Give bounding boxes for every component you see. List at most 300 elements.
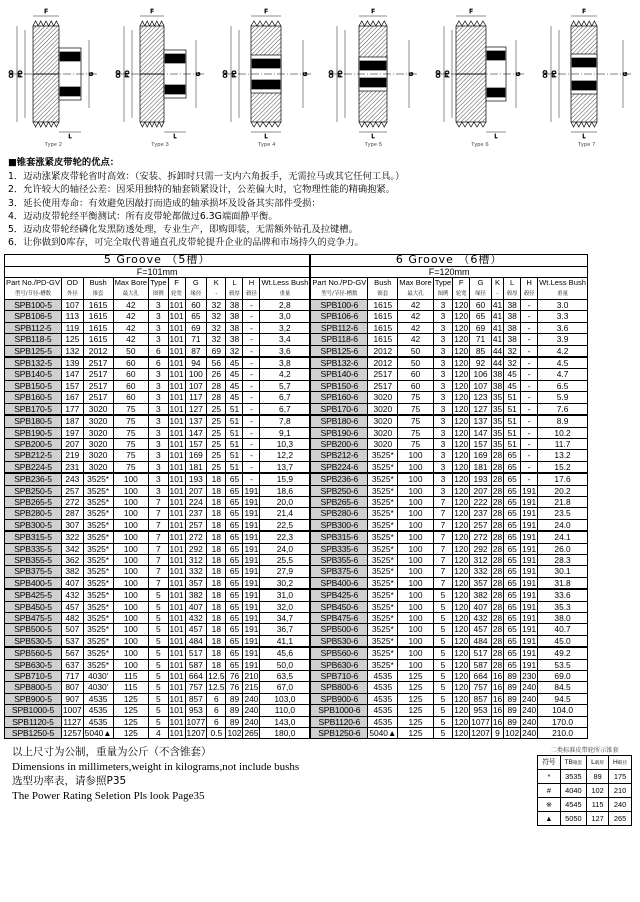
data-cell: - bbox=[243, 311, 260, 322]
column-header bbox=[168, 278, 185, 300]
data-cell: 757 bbox=[470, 682, 492, 693]
table-row bbox=[311, 345, 588, 357]
data-cell: 407 bbox=[62, 577, 84, 589]
data-cell: 5 bbox=[433, 589, 452, 601]
data-cell: 65 bbox=[226, 601, 243, 612]
data-cell: 3020 bbox=[368, 427, 398, 438]
table-row bbox=[5, 635, 310, 647]
data-cell: 120 bbox=[454, 705, 469, 716]
data-cell: 272 bbox=[62, 496, 84, 507]
data-cell: 18 bbox=[207, 554, 226, 565]
data-cell: 3525* bbox=[83, 601, 113, 612]
table-row bbox=[311, 334, 588, 345]
data-cell: 75 bbox=[398, 415, 434, 427]
part-number-cell: SPB140-5 bbox=[5, 369, 62, 380]
diagram-label: Type 7 bbox=[577, 142, 596, 148]
data-cell: 5 bbox=[433, 693, 452, 704]
data-cell: 32 bbox=[207, 300, 226, 311]
data-cell: 457 bbox=[62, 601, 84, 612]
data-cell: 272 bbox=[470, 531, 492, 543]
data-cell: 137 bbox=[470, 415, 492, 427]
data-cell: 3020 bbox=[368, 392, 398, 403]
column-header bbox=[433, 278, 452, 300]
data-cell: 38 bbox=[226, 311, 243, 322]
data-cell: 307 bbox=[62, 519, 84, 531]
data-cell: 3525* bbox=[83, 635, 113, 647]
data-cell: 3020 bbox=[368, 403, 398, 415]
table-row bbox=[311, 519, 588, 531]
pulley-diagrams bbox=[0, 0, 640, 152]
part-number-cell: SPB500-5 bbox=[5, 624, 62, 635]
data-cell: 28 bbox=[492, 577, 503, 588]
data-cell: 5 bbox=[433, 613, 452, 624]
data-cell: 120 bbox=[454, 693, 469, 704]
part-number-cell: SPB100-6 bbox=[311, 300, 368, 311]
data-cell: 101 bbox=[169, 543, 184, 554]
table-row bbox=[5, 716, 310, 727]
legend-table bbox=[537, 755, 632, 826]
data-cell: - bbox=[243, 357, 260, 369]
data-cell: 0.5 bbox=[207, 728, 226, 739]
data-cell: 257 bbox=[62, 485, 84, 496]
column-header-cn: 毂径 bbox=[523, 290, 535, 297]
data-cell: 89 bbox=[504, 716, 521, 727]
data-cell: 104.0 bbox=[538, 705, 588, 716]
data-cell: 32 bbox=[504, 357, 521, 369]
data-cell: 28 bbox=[492, 519, 503, 530]
data-cell: 3525* bbox=[368, 635, 398, 647]
data-cell: 100 bbox=[113, 566, 149, 577]
data-cell: 28 bbox=[492, 624, 503, 635]
data-cell: 517 bbox=[470, 647, 492, 659]
data-cell: 382 bbox=[62, 566, 84, 577]
data-cell: 6.5 bbox=[538, 380, 588, 391]
data-cell: 65 bbox=[504, 543, 521, 554]
data-cell: 7 bbox=[149, 531, 168, 543]
column-header-cn: 型号/节径-槽数 bbox=[14, 290, 52, 297]
data-cell: 120 bbox=[454, 624, 469, 635]
data-cell: 1615 bbox=[368, 300, 398, 311]
column-header-en: H bbox=[526, 278, 532, 288]
data-cell: 125 bbox=[398, 693, 434, 704]
data-cell: 222 bbox=[470, 496, 492, 507]
data-cell: - bbox=[243, 473, 260, 485]
data-cell: 257 bbox=[470, 519, 492, 531]
data-cell: 89 bbox=[504, 693, 521, 704]
data-cell: 27,9 bbox=[260, 566, 310, 577]
column-header bbox=[311, 278, 368, 300]
data-cell: 51 bbox=[504, 403, 521, 415]
data-cell: 191 bbox=[522, 648, 537, 659]
column-header-cn: 最大孔 bbox=[407, 290, 424, 297]
data-cell: 5 bbox=[149, 589, 168, 601]
column-header-en: G bbox=[192, 278, 199, 288]
legend-column-header bbox=[538, 756, 560, 770]
data-cell: 100 bbox=[113, 624, 149, 635]
data-cell: 65 bbox=[226, 508, 243, 519]
table-row bbox=[311, 508, 588, 519]
data-cell: 60 bbox=[113, 369, 149, 380]
data-cell: 28 bbox=[492, 485, 503, 496]
data-cell: 3525* bbox=[368, 566, 398, 577]
note-en-power-rating: The Power Rating Seletion Pls look Page35 bbox=[12, 789, 205, 802]
data-cell: 4535 bbox=[83, 705, 113, 716]
data-cell: - bbox=[243, 403, 260, 415]
data-cell: 120 bbox=[454, 613, 469, 624]
data-cell: 191 bbox=[244, 648, 259, 659]
data-cell: 16 bbox=[492, 693, 503, 704]
data-cell: 101 bbox=[169, 519, 184, 530]
table-row bbox=[5, 427, 310, 438]
data-cell: 12.5 bbox=[208, 671, 225, 682]
data-cell: 4.5 bbox=[538, 357, 588, 369]
data-cell: 4535 bbox=[368, 682, 398, 693]
data-cell: 89 bbox=[226, 693, 243, 704]
data-cell: 107 bbox=[62, 300, 84, 311]
part-number-cell: SPB315-6 bbox=[311, 531, 368, 543]
data-cell: 18,6 bbox=[260, 485, 310, 496]
data-cell: - bbox=[243, 427, 260, 438]
data-cell: 120 bbox=[454, 577, 469, 588]
data-cell: 8.9 bbox=[538, 415, 588, 427]
data-cell: 230 bbox=[522, 671, 537, 682]
data-cell: 56 bbox=[207, 357, 226, 369]
data-cell: 3 bbox=[149, 380, 168, 391]
data-cell: 210 bbox=[244, 671, 259, 682]
data-cell: 507 bbox=[62, 624, 84, 635]
data-cell: 3525* bbox=[368, 473, 398, 485]
data-cell: 125 bbox=[398, 728, 434, 739]
table-subtitle: F=120mm bbox=[311, 266, 588, 277]
legend-row bbox=[538, 798, 632, 812]
data-cell: - bbox=[243, 345, 260, 357]
data-cell: 18 bbox=[207, 531, 226, 543]
column-header bbox=[83, 278, 113, 300]
part-number-cell: SPB236-6 bbox=[311, 473, 368, 485]
part-number-cell: SPB900-5 bbox=[5, 693, 62, 704]
data-cell: 101 bbox=[169, 322, 184, 333]
data-cell: 157 bbox=[470, 438, 492, 449]
data-cell: 25 bbox=[207, 427, 226, 438]
data-cell: 12.5 bbox=[208, 682, 225, 693]
data-cell: 60 bbox=[398, 380, 434, 391]
column-header-en: Bush bbox=[374, 278, 392, 288]
data-cell: 71 bbox=[185, 334, 207, 345]
data-cell: 51 bbox=[226, 450, 243, 461]
data-cell: 7 bbox=[149, 577, 168, 589]
data-cell: 100 bbox=[398, 554, 434, 565]
data-cell: 106 bbox=[470, 369, 492, 380]
data-cell: 42 bbox=[398, 300, 434, 311]
data-cell: 100 bbox=[398, 624, 434, 635]
data-cell: 3 bbox=[149, 392, 168, 403]
data-cell: 191 bbox=[522, 508, 537, 519]
part-number-cell: SPB315-5 bbox=[5, 531, 62, 543]
data-cell: 3525* bbox=[83, 554, 113, 565]
data-cell: - bbox=[243, 461, 260, 473]
table-row bbox=[311, 322, 588, 333]
data-cell: 3020 bbox=[83, 403, 113, 415]
data-cell: 100 bbox=[113, 554, 149, 565]
data-cell: 89 bbox=[226, 716, 243, 727]
data-cell: 101 bbox=[169, 648, 184, 659]
table-row bbox=[311, 485, 588, 496]
data-cell: 3.9 bbox=[538, 334, 588, 345]
data-cell: 3525* bbox=[83, 473, 113, 485]
data-cell: 191 bbox=[244, 590, 259, 601]
column-header bbox=[260, 278, 310, 300]
data-cell: 3525* bbox=[83, 566, 113, 577]
data-cell: 101 bbox=[169, 613, 184, 624]
data-cell: 101 bbox=[169, 369, 184, 380]
data-cell: 382 bbox=[470, 589, 492, 601]
data-cell: 23.5 bbox=[538, 508, 588, 519]
part-number-cell: SPB140-6 bbox=[311, 369, 368, 380]
column-header-en: L bbox=[510, 278, 515, 288]
data-cell: 65 bbox=[504, 508, 521, 519]
specification-tables bbox=[0, 251, 640, 739]
data-cell: 65 bbox=[504, 589, 521, 601]
svg-text:L: L bbox=[494, 134, 498, 140]
column-header-en: Type bbox=[150, 278, 167, 288]
data-cell: 180,0 bbox=[260, 728, 310, 739]
data-cell: 6,7 bbox=[260, 403, 310, 415]
part-number-cell: SPB800-5 bbox=[5, 682, 62, 693]
data-cell: 3020 bbox=[83, 415, 113, 427]
data-cell: 3 bbox=[433, 461, 452, 473]
data-cell: 482 bbox=[62, 613, 84, 624]
svg-text:L: L bbox=[264, 134, 268, 140]
data-cell: 191 bbox=[522, 496, 537, 507]
part-number-cell: SPB224-6 bbox=[311, 461, 368, 473]
table-row bbox=[5, 357, 310, 369]
data-cell: 5 bbox=[149, 693, 168, 704]
table-row bbox=[5, 473, 310, 485]
data-cell: 101 bbox=[169, 450, 184, 461]
data-cell: 5040▲ bbox=[369, 728, 397, 739]
data-cell: 65 bbox=[504, 485, 521, 496]
data-cell: 101 bbox=[169, 635, 184, 646]
table-row bbox=[311, 635, 588, 647]
data-cell: 3525* bbox=[368, 508, 398, 519]
data-cell: 292 bbox=[470, 543, 492, 554]
data-cell: 100 bbox=[113, 543, 149, 554]
data-cell: 76 bbox=[226, 682, 243, 693]
data-cell: 15,9 bbox=[260, 473, 310, 485]
data-cell: 1207 bbox=[186, 728, 206, 739]
column-header bbox=[243, 278, 260, 300]
legend-h-cell: 210 bbox=[609, 784, 632, 798]
data-cell: 65 bbox=[226, 531, 243, 543]
data-cell: - bbox=[521, 415, 538, 427]
data-cell: 2012 bbox=[83, 345, 113, 357]
data-cell: 65 bbox=[504, 635, 521, 647]
table-row bbox=[5, 322, 310, 333]
svg-text:L: L bbox=[371, 134, 375, 140]
data-cell: 120 bbox=[454, 438, 469, 449]
data-cell: 3525* bbox=[368, 543, 398, 554]
data-cell: 3 bbox=[433, 357, 452, 369]
data-cell: 7 bbox=[433, 519, 452, 531]
legend-row bbox=[538, 784, 632, 798]
data-cell: 101 bbox=[169, 601, 184, 612]
part-number-cell: SPB118-5 bbox=[5, 334, 62, 345]
data-cell: 191 bbox=[522, 659, 537, 670]
part-number-cell: SPB236-5 bbox=[5, 473, 62, 485]
data-cell: 125 bbox=[398, 671, 434, 682]
column-header-en: Wt.Less Bush bbox=[261, 278, 309, 288]
data-cell: 100 bbox=[398, 566, 434, 577]
data-cell: 5 bbox=[433, 728, 452, 739]
part-number-cell: SPB150-6 bbox=[311, 380, 368, 391]
data-cell: 101 bbox=[169, 300, 184, 311]
data-cell: 191 bbox=[522, 624, 537, 635]
data-cell: 28 bbox=[492, 613, 503, 624]
data-cell: 75 bbox=[113, 427, 149, 438]
data-cell: 3 bbox=[433, 322, 452, 333]
data-cell: - bbox=[521, 369, 538, 380]
data-cell: 5 bbox=[433, 659, 452, 670]
data-cell: 28 bbox=[492, 496, 503, 507]
data-cell: 5 bbox=[149, 647, 168, 659]
table-row bbox=[5, 705, 310, 716]
legend-h-cell: 240 bbox=[609, 798, 632, 812]
data-cell: 191 bbox=[244, 577, 259, 588]
legend-symbol-cell: * bbox=[538, 770, 560, 784]
column-header bbox=[453, 278, 470, 300]
data-cell: 28 bbox=[492, 635, 503, 646]
footer bbox=[0, 739, 640, 826]
data-cell: 101 bbox=[169, 496, 184, 507]
data-cell: 51 bbox=[504, 438, 521, 449]
data-cell: 3 bbox=[149, 403, 168, 415]
data-cell: 191 bbox=[244, 601, 259, 612]
table-row bbox=[311, 577, 588, 589]
legend-h-cell: 175 bbox=[609, 770, 632, 784]
data-cell: 3 bbox=[433, 300, 452, 311]
data-cell: 65 bbox=[226, 566, 243, 577]
table-row bbox=[5, 543, 310, 554]
data-cell: 147 bbox=[62, 369, 84, 380]
data-cell: 75 bbox=[113, 415, 149, 427]
data-cell: 65 bbox=[504, 613, 521, 624]
table-row bbox=[311, 496, 588, 507]
data-cell: 102 bbox=[227, 728, 242, 739]
column-header-en: F bbox=[458, 278, 464, 288]
data-cell: 38 bbox=[226, 334, 243, 345]
pulley-section-drawing bbox=[537, 4, 637, 144]
data-cell: 13.2 bbox=[538, 450, 588, 461]
data-cell: 101 bbox=[169, 705, 184, 716]
data-cell: 49.2 bbox=[538, 647, 588, 659]
legend-row bbox=[538, 812, 632, 826]
data-cell: 4 bbox=[149, 728, 168, 739]
svg-text:F: F bbox=[44, 9, 48, 15]
part-number-cell: SPB150-5 bbox=[5, 380, 62, 391]
data-cell: 3,0 bbox=[260, 311, 310, 322]
data-cell: 22,5 bbox=[260, 519, 310, 531]
legend-symbol-cell: ※ bbox=[538, 798, 560, 812]
data-cell: 65 bbox=[185, 311, 207, 322]
part-number-cell: SPB900-6 bbox=[311, 693, 368, 704]
data-cell: 407 bbox=[470, 601, 492, 612]
data-cell: 100 bbox=[113, 485, 149, 496]
data-cell: 120 bbox=[454, 300, 469, 311]
part-number-cell: SPB450-6 bbox=[311, 601, 368, 612]
data-cell: 7 bbox=[433, 577, 452, 589]
svg-text:PD: PD bbox=[124, 70, 131, 78]
data-cell: 137 bbox=[185, 415, 207, 427]
data-cell: 65 bbox=[504, 496, 521, 507]
data-cell: 42 bbox=[113, 311, 149, 322]
data-cell: 240 bbox=[244, 693, 259, 704]
data-cell: 101 bbox=[169, 566, 184, 577]
data-cell: 1615 bbox=[83, 322, 113, 333]
part-number-cell: SPB200-6 bbox=[311, 438, 368, 449]
data-cell: 3 bbox=[433, 403, 452, 415]
data-cell: 125 bbox=[113, 716, 149, 727]
table-row bbox=[311, 311, 588, 322]
table-row bbox=[311, 589, 588, 601]
column-header-cn: 重量 bbox=[557, 290, 568, 297]
data-cell: 3525* bbox=[83, 543, 113, 554]
data-cell: 38 bbox=[504, 334, 521, 345]
legend-column-header-en: TB bbox=[564, 759, 573, 767]
table-row bbox=[5, 450, 310, 461]
data-cell: 107 bbox=[185, 380, 207, 391]
data-cell: 60 bbox=[185, 300, 207, 311]
data-cell: 2517 bbox=[83, 380, 113, 391]
part-number-cell: SPB280-6 bbox=[311, 508, 368, 519]
table-row bbox=[311, 728, 588, 739]
data-cell: 169 bbox=[185, 450, 207, 461]
data-cell: 26.0 bbox=[538, 543, 588, 554]
table-row bbox=[311, 473, 588, 485]
data-cell: - bbox=[521, 334, 538, 345]
data-cell: 18 bbox=[207, 589, 226, 601]
table-row bbox=[5, 403, 310, 415]
data-cell: 292 bbox=[185, 543, 207, 554]
feature-item: 1．迈动涨紧皮带轮省时高效：（安装、拆卸时只需一支内六角扳手，无需拉马或其它任何工具。） bbox=[8, 171, 405, 183]
data-cell: 240 bbox=[522, 705, 537, 716]
data-cell: 3 bbox=[433, 473, 452, 485]
data-cell: 807 bbox=[62, 682, 84, 693]
pulley-section-drawing bbox=[217, 4, 317, 144]
data-cell: 75 bbox=[398, 392, 434, 403]
data-cell: 127 bbox=[470, 403, 492, 415]
data-cell: 100 bbox=[113, 635, 149, 647]
data-cell: 120 bbox=[454, 671, 469, 682]
data-cell: 53.5 bbox=[538, 659, 588, 670]
data-cell: 28 bbox=[492, 543, 503, 554]
column-header-cn: 毂厚 bbox=[506, 290, 518, 297]
data-cell: 7 bbox=[149, 508, 168, 519]
data-cell: 237 bbox=[470, 508, 492, 519]
data-cell: 3,6 bbox=[260, 345, 310, 357]
part-number-cell: SPB1120-6 bbox=[311, 716, 368, 727]
legend-bush-cell: 4040 bbox=[560, 784, 587, 798]
legend-l-cell: 102 bbox=[587, 784, 609, 798]
column-header-cn: 缘径 bbox=[190, 290, 202, 297]
data-cell: 457 bbox=[470, 624, 492, 635]
data-cell: 101 bbox=[169, 532, 184, 543]
data-cell: 101 bbox=[169, 438, 184, 449]
data-cell: 45.0 bbox=[538, 635, 588, 647]
data-cell: 36,7 bbox=[260, 624, 310, 635]
part-number-cell: SPB180-5 bbox=[5, 415, 62, 427]
data-cell: 191 bbox=[244, 508, 259, 519]
data-cell: 25 bbox=[207, 450, 226, 461]
